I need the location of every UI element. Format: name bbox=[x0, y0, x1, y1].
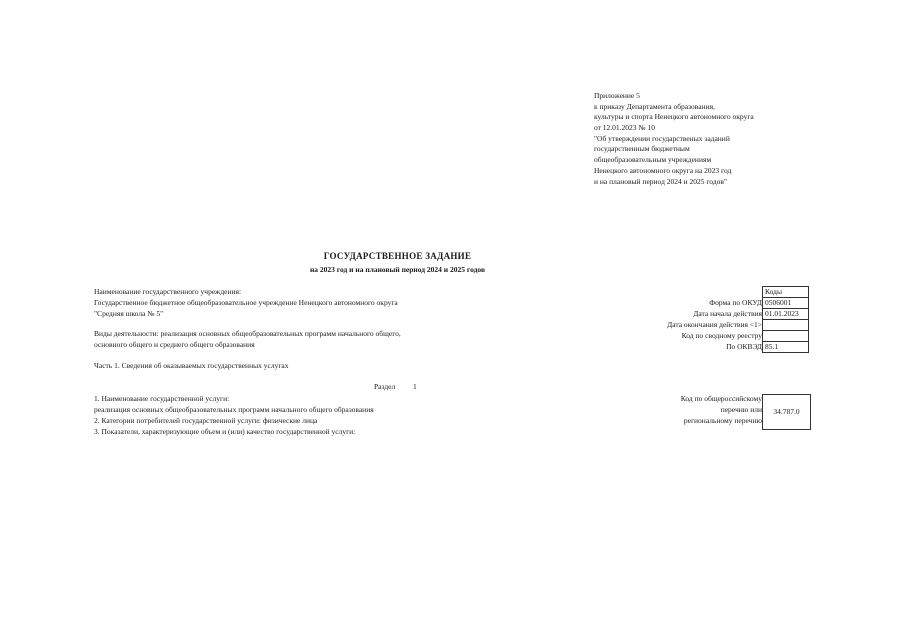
service-name-label: 1. Наименование государственной услуги: bbox=[94, 394, 230, 403]
appendix-line: Ненецкого автономного округа на 2023 год bbox=[594, 165, 732, 175]
appendix-line: от 12.01.2023 № 10 bbox=[594, 123, 655, 133]
registry-label-line: перечню или bbox=[720, 405, 762, 414]
appendix-line: "Об утверждении государственых заданий bbox=[594, 133, 730, 143]
okud-value: 0506001 bbox=[763, 298, 809, 309]
okved-value: 85.1 bbox=[763, 342, 809, 353]
institution-name-short: "Средняя школа № 5" bbox=[94, 309, 164, 318]
activities-line: основного общего и среднего общего образования bbox=[94, 340, 255, 349]
registry-label-line: региональному перечню bbox=[683, 416, 762, 425]
institution-label: Наименование государственного учреждения: bbox=[94, 287, 242, 296]
start-date-value: 01.01.2023 bbox=[763, 309, 809, 320]
registry-code-label: Код по сводному реестру bbox=[681, 331, 762, 340]
end-date-value bbox=[763, 320, 809, 331]
part-heading: Часть 1. Сведения об оказываемых государственных услугах bbox=[94, 361, 289, 370]
document-title: ГОСУДАРСТВЕННОЕ ЗАДАНИЕ bbox=[323, 251, 472, 261]
appendix-block bbox=[594, 91, 754, 187]
institution-name: Государственное бюджетное общеобразовательное учреждение Ненецкого автономного округа bbox=[94, 298, 398, 307]
section-number: 1 bbox=[413, 382, 417, 391]
codes-header: Коды bbox=[763, 287, 809, 298]
appendix-line: к приказу Департамента образования, bbox=[594, 101, 715, 111]
service-name: реализация основных общеобразовательных программ начального общего образования bbox=[94, 405, 374, 414]
appendix-line: государственным бюджетным bbox=[594, 144, 690, 154]
section-label: Раздел bbox=[374, 382, 396, 391]
codes-table bbox=[762, 286, 809, 353]
document-subtitle: на 2023 год и на плановый период 2024 и 2025 годов bbox=[309, 265, 486, 274]
appendix-line: и на плановый период 2024 и 2025 годов" bbox=[594, 176, 727, 186]
registry-code-value bbox=[763, 331, 809, 342]
activities-line: Виды деятельности: реализация основных общеобразовательных программ начального общего, bbox=[94, 329, 401, 338]
start-date-label: Дата начала действия bbox=[693, 309, 762, 318]
okud-label: Форма по ОКУД bbox=[709, 298, 762, 307]
okved-label: По ОКВЭД bbox=[726, 342, 762, 351]
appendix-line: культуры и спорта Ненецкого автономного округа bbox=[594, 112, 754, 122]
appendix-line: общеобразовательным учреждениям bbox=[594, 155, 712, 165]
registry-code-box: 34.787.0 bbox=[762, 394, 811, 430]
consumer-category: 2. Категории потребителей государственной услуги: физические лица bbox=[94, 416, 318, 425]
indicators-heading: 3. Показатели, характеризующие объем и (или) качество государственной услуги: bbox=[94, 427, 356, 436]
registry-label-line: Код по общероссийскому bbox=[680, 394, 762, 403]
appendix-line: Приложение 5 bbox=[594, 91, 640, 100]
end-date-label: Дата окончания действия <1> bbox=[667, 320, 762, 329]
